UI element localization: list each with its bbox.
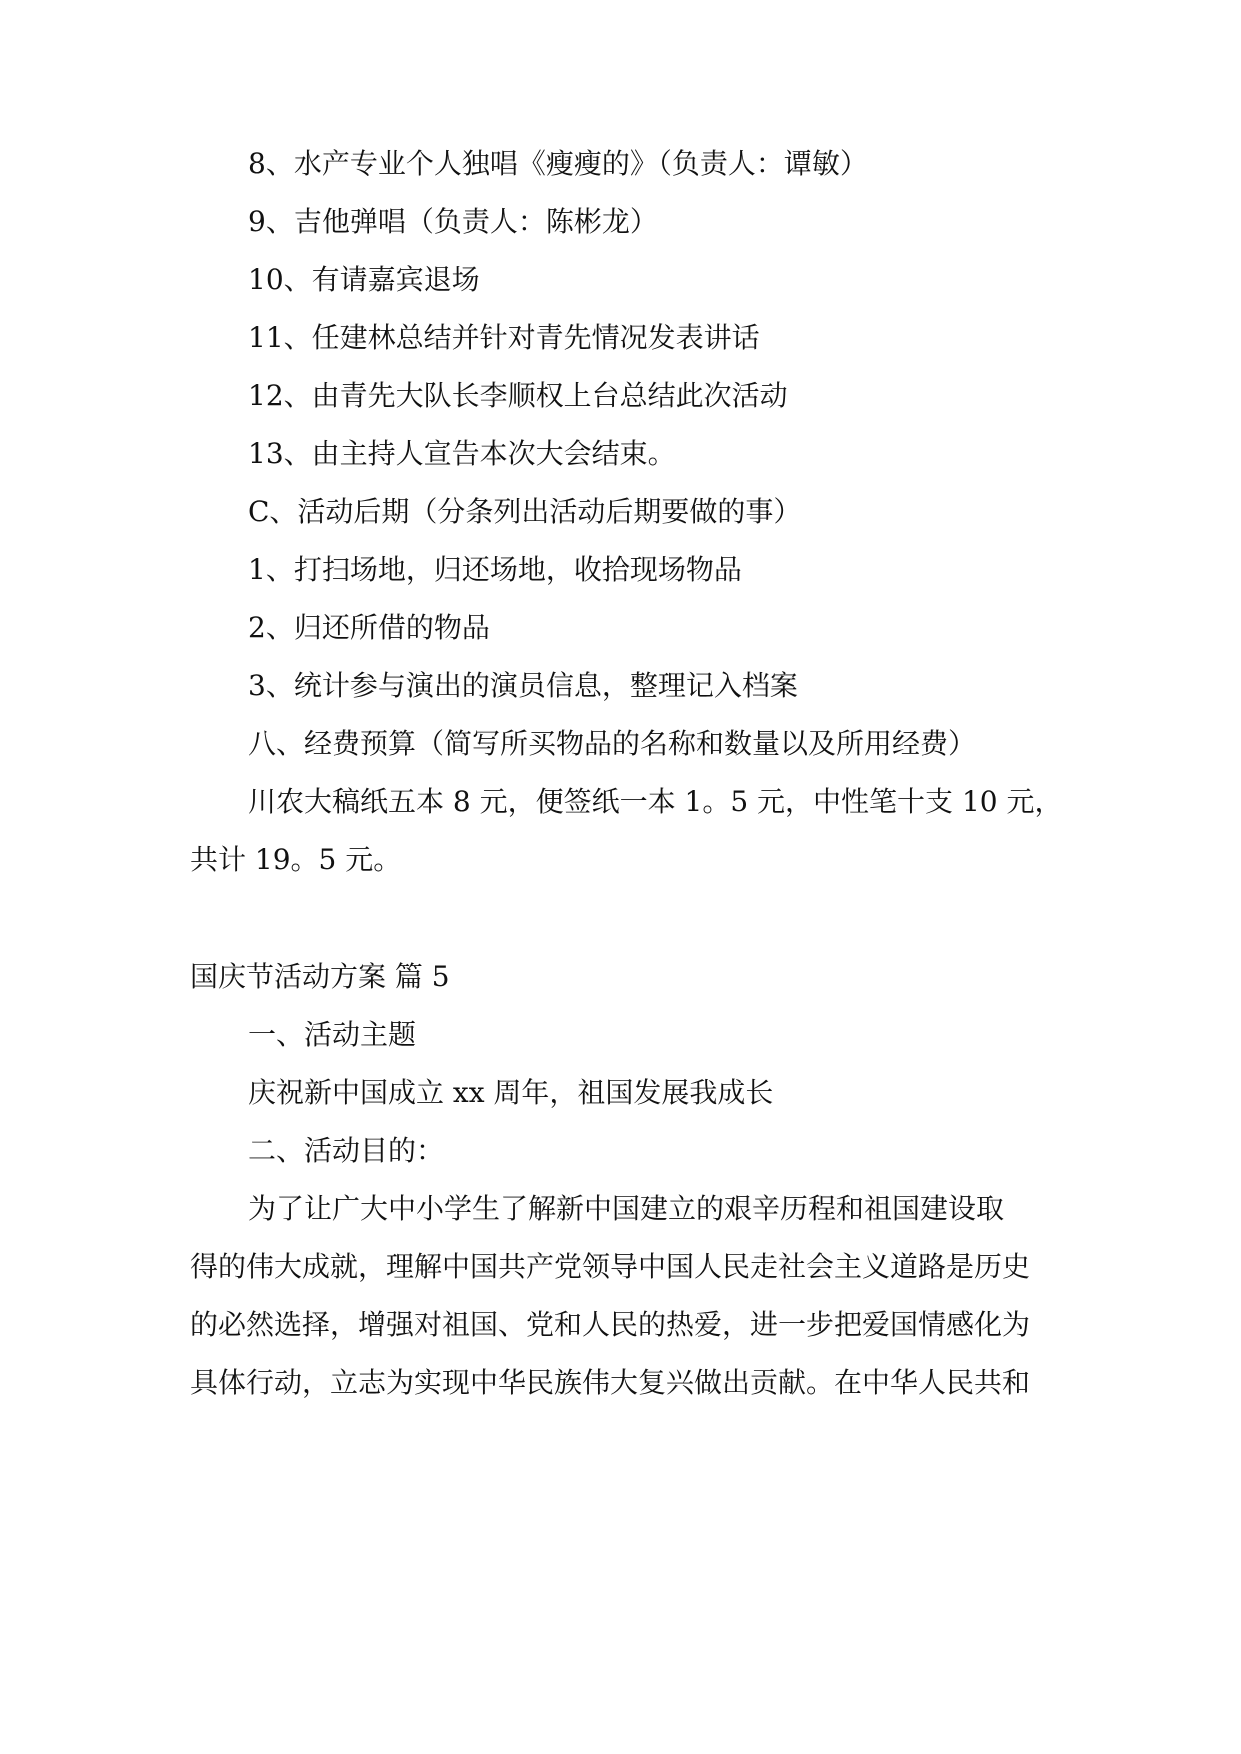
purpose-line-1: 为了让广大中小学生了解新中国建立的艰辛历程和祖国建设取: [248, 1192, 1005, 1225]
program-item-13: 13、由主持人宣告本次大会结束。: [248, 437, 676, 470]
purpose-line-2: 得的伟大成就，理解中国共产党领导中国人民走社会主义道路是历史: [190, 1250, 1031, 1283]
purpose-heading: 二、活动目的：: [248, 1134, 445, 1167]
program-item-12: 12、由青先大队长李顺权上台总结此次活动: [248, 379, 788, 412]
program-item-8: 8、水产专业个人独唱《瘦瘦的》（负责人：谭敏）: [248, 147, 868, 180]
program-item-9: 9、吉他弹唱（负责人：陈彬龙）: [248, 205, 658, 238]
program-item-10: 10、有请嘉宾退场: [248, 263, 480, 296]
theme-text: 庆祝新中国成立 xx 周年，祖国发展我成长: [248, 1076, 774, 1109]
budget-line-2: 共计 19。5 元。: [190, 843, 402, 876]
section-title: 国庆节活动方案 篇 5: [190, 960, 450, 993]
post-item-2: 2、归还所借的物品: [248, 611, 490, 644]
purpose-line-4: 具体行动，立志为实现中华民族伟大复兴做出贡献。在中华人民共和: [190, 1366, 1031, 1399]
theme-heading: 一、活动主题: [248, 1018, 417, 1051]
budget-heading: 八、经费预算（简写所买物品的名称和数量以及所用经费）: [248, 727, 977, 760]
budget-line-1: 川农大稿纸五本 8 元，便签纸一本 1。5 元，中性笔十支 10 元，: [248, 785, 1063, 818]
purpose-line-3: 的必然选择，增强对祖国、党和人民的热爱，进一步把爱国情感化为: [190, 1308, 1031, 1341]
post-item-1: 1、打扫场地，归还场地，收拾现场物品: [248, 553, 742, 586]
post-item-3: 3、统计参与演出的演员信息，整理记入档案: [248, 669, 798, 702]
post-activity-heading: C、活动后期（分条列出活动后期要做的事）: [248, 495, 802, 528]
program-item-11: 11、任建林总结并针对青先情况发表讲话: [248, 321, 760, 354]
